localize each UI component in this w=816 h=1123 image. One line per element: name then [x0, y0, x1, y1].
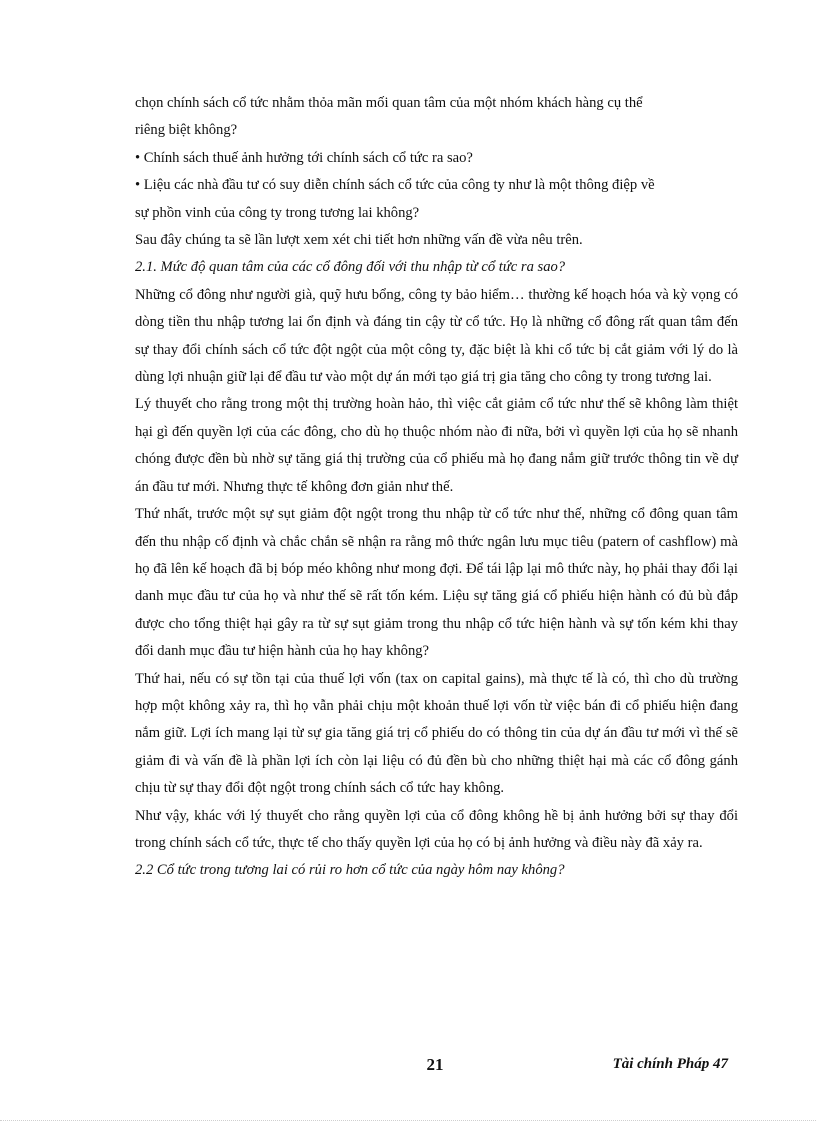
text-line: chọn chính sách cổ tức nhằm thỏa mãn mối quan tâm của một nhóm khách hàng cụ thể: [135, 95, 643, 111]
text-line: Sau đây chúng ta sẽ lần lượt xem xét chi tiết hơn những vấn đề vừa nêu trên.: [135, 232, 583, 249]
text-line: sự phồn vinh của công ty trong tương lai không?: [135, 204, 420, 221]
page-bottom-divider: [0, 1120, 816, 1121]
paragraph: Lý thuyết cho rằng trong một thị trường hoàn hảo, thì việc cắt giảm cổ tức như thế sẽ không làm thiệt hại gì đến quyền lợi của các đông, cho dù họ thuộc nhóm nào đi nữa, bởi vì quyền lợi của họ sẽ nhanh chóng được đền bù nhờ sự tăng giá thị trường của cổ phiếu mà họ đang nắm giữ trước thông tin về dự án đầu tư mới. Nhưng thực tế không đơn giản như thế.: [135, 396, 738, 495]
bullet-item: • Chính sách thuế ảnh hưởng tới chính sách cổ tức ra sao?: [135, 149, 473, 166]
text-line: riêng biệt không?: [135, 122, 238, 139]
section-heading-2-1: 2.1. Mức độ quan tâm của các cổ đông đối với thu nhập từ cổ tức ra sao?: [135, 259, 566, 276]
bullet-item: • Liệu các nhà đầu tư có suy diễn chính sách cổ tức của công ty như là một thông điệp về: [135, 177, 655, 194]
paragraph: Thứ hai, nếu có sự tồn tại của thuế lợi vốn (tax on capital gains), mà thực tế là có, thì cho dù trường hợp một không xảy ra, thì họ vẫn phải chịu một khoản thuế lợi vốn từ việc bán đi cổ phiếu hiện đang nắm giữ. Lợi ích mang lại từ sự gia tăng giá trị cổ phiếu do có thông tin của dự án đầu tư mới vì thế sẽ giảm đi và vấn đề là phần lợi ích còn lại liệu có đủ đền bù cho những thiệt hại mà các cổ đông gánh chịu từ sự thay đổi đột ngột trong chính sách cổ tức hay không.: [135, 670, 738, 797]
paragraph: Như vậy, khác với lý thuyết cho rằng quyền lợi của cổ đông không hề bị ảnh hưởng bởi sự thay đổi trong chính sách cổ tức, thực tế cho thấy quyền lợi của họ có bị ảnh hưởng và điều này đã xảy ra.: [135, 807, 738, 851]
page-number: 21: [426, 1055, 444, 1074]
section-heading-2-2: 2.2 Cổ tức trong tương lai có rủi ro hơn cổ tức của ngày hôm nay không?: [135, 862, 565, 879]
footer-title: Tài chính Pháp 47: [612, 1056, 728, 1072]
paragraph: Những cổ đông như người già, quỹ hưu bổng, công ty bảo hiểm… thường kế hoạch hóa và kỳ vọng có dòng tiền thu nhập tương lai ổn định và đáng tin cậy từ cổ tức. Họ là những cổ đông rất quan tâm đến sự thay đổi chính sách cổ tức đột ngột của một công ty, đặc biệt là khi cổ tức bị cắt giảm với lý do là dùng lợi nhuận giữ lại để đầu tư vào một dự án mới tạo giá trị gia tăng cho công ty trong tương lai.: [135, 286, 738, 386]
paragraph: Thứ nhất, trước một sự sụt giảm đột ngột trong thu nhập từ cổ tức như thế, những cổ đông quan tâm đến thu nhập cố định và chắc chắn sẽ nhận ra rằng mô thức ngân lưu mục tiêu (patern of cashflow) mà họ đã lên kế hoạch đã bị bóp méo không như mong đợi. Để tái lập lại mô thức này, họ phải thay đổi lại danh mục đầu tư của họ và như thế sẽ rất tốn kém. Liệu sự tăng giá cổ phiếu hiện hành có đủ bù đắp được cho tổng thiệt hại gây ra từ sự sụt giảm trong thu nhập cổ tức hiện hành và sự tốn kém khi thay đổi danh mục đầu tư hiện hành của họ hay không?: [135, 506, 738, 660]
document-body: [135, 90, 738, 885]
